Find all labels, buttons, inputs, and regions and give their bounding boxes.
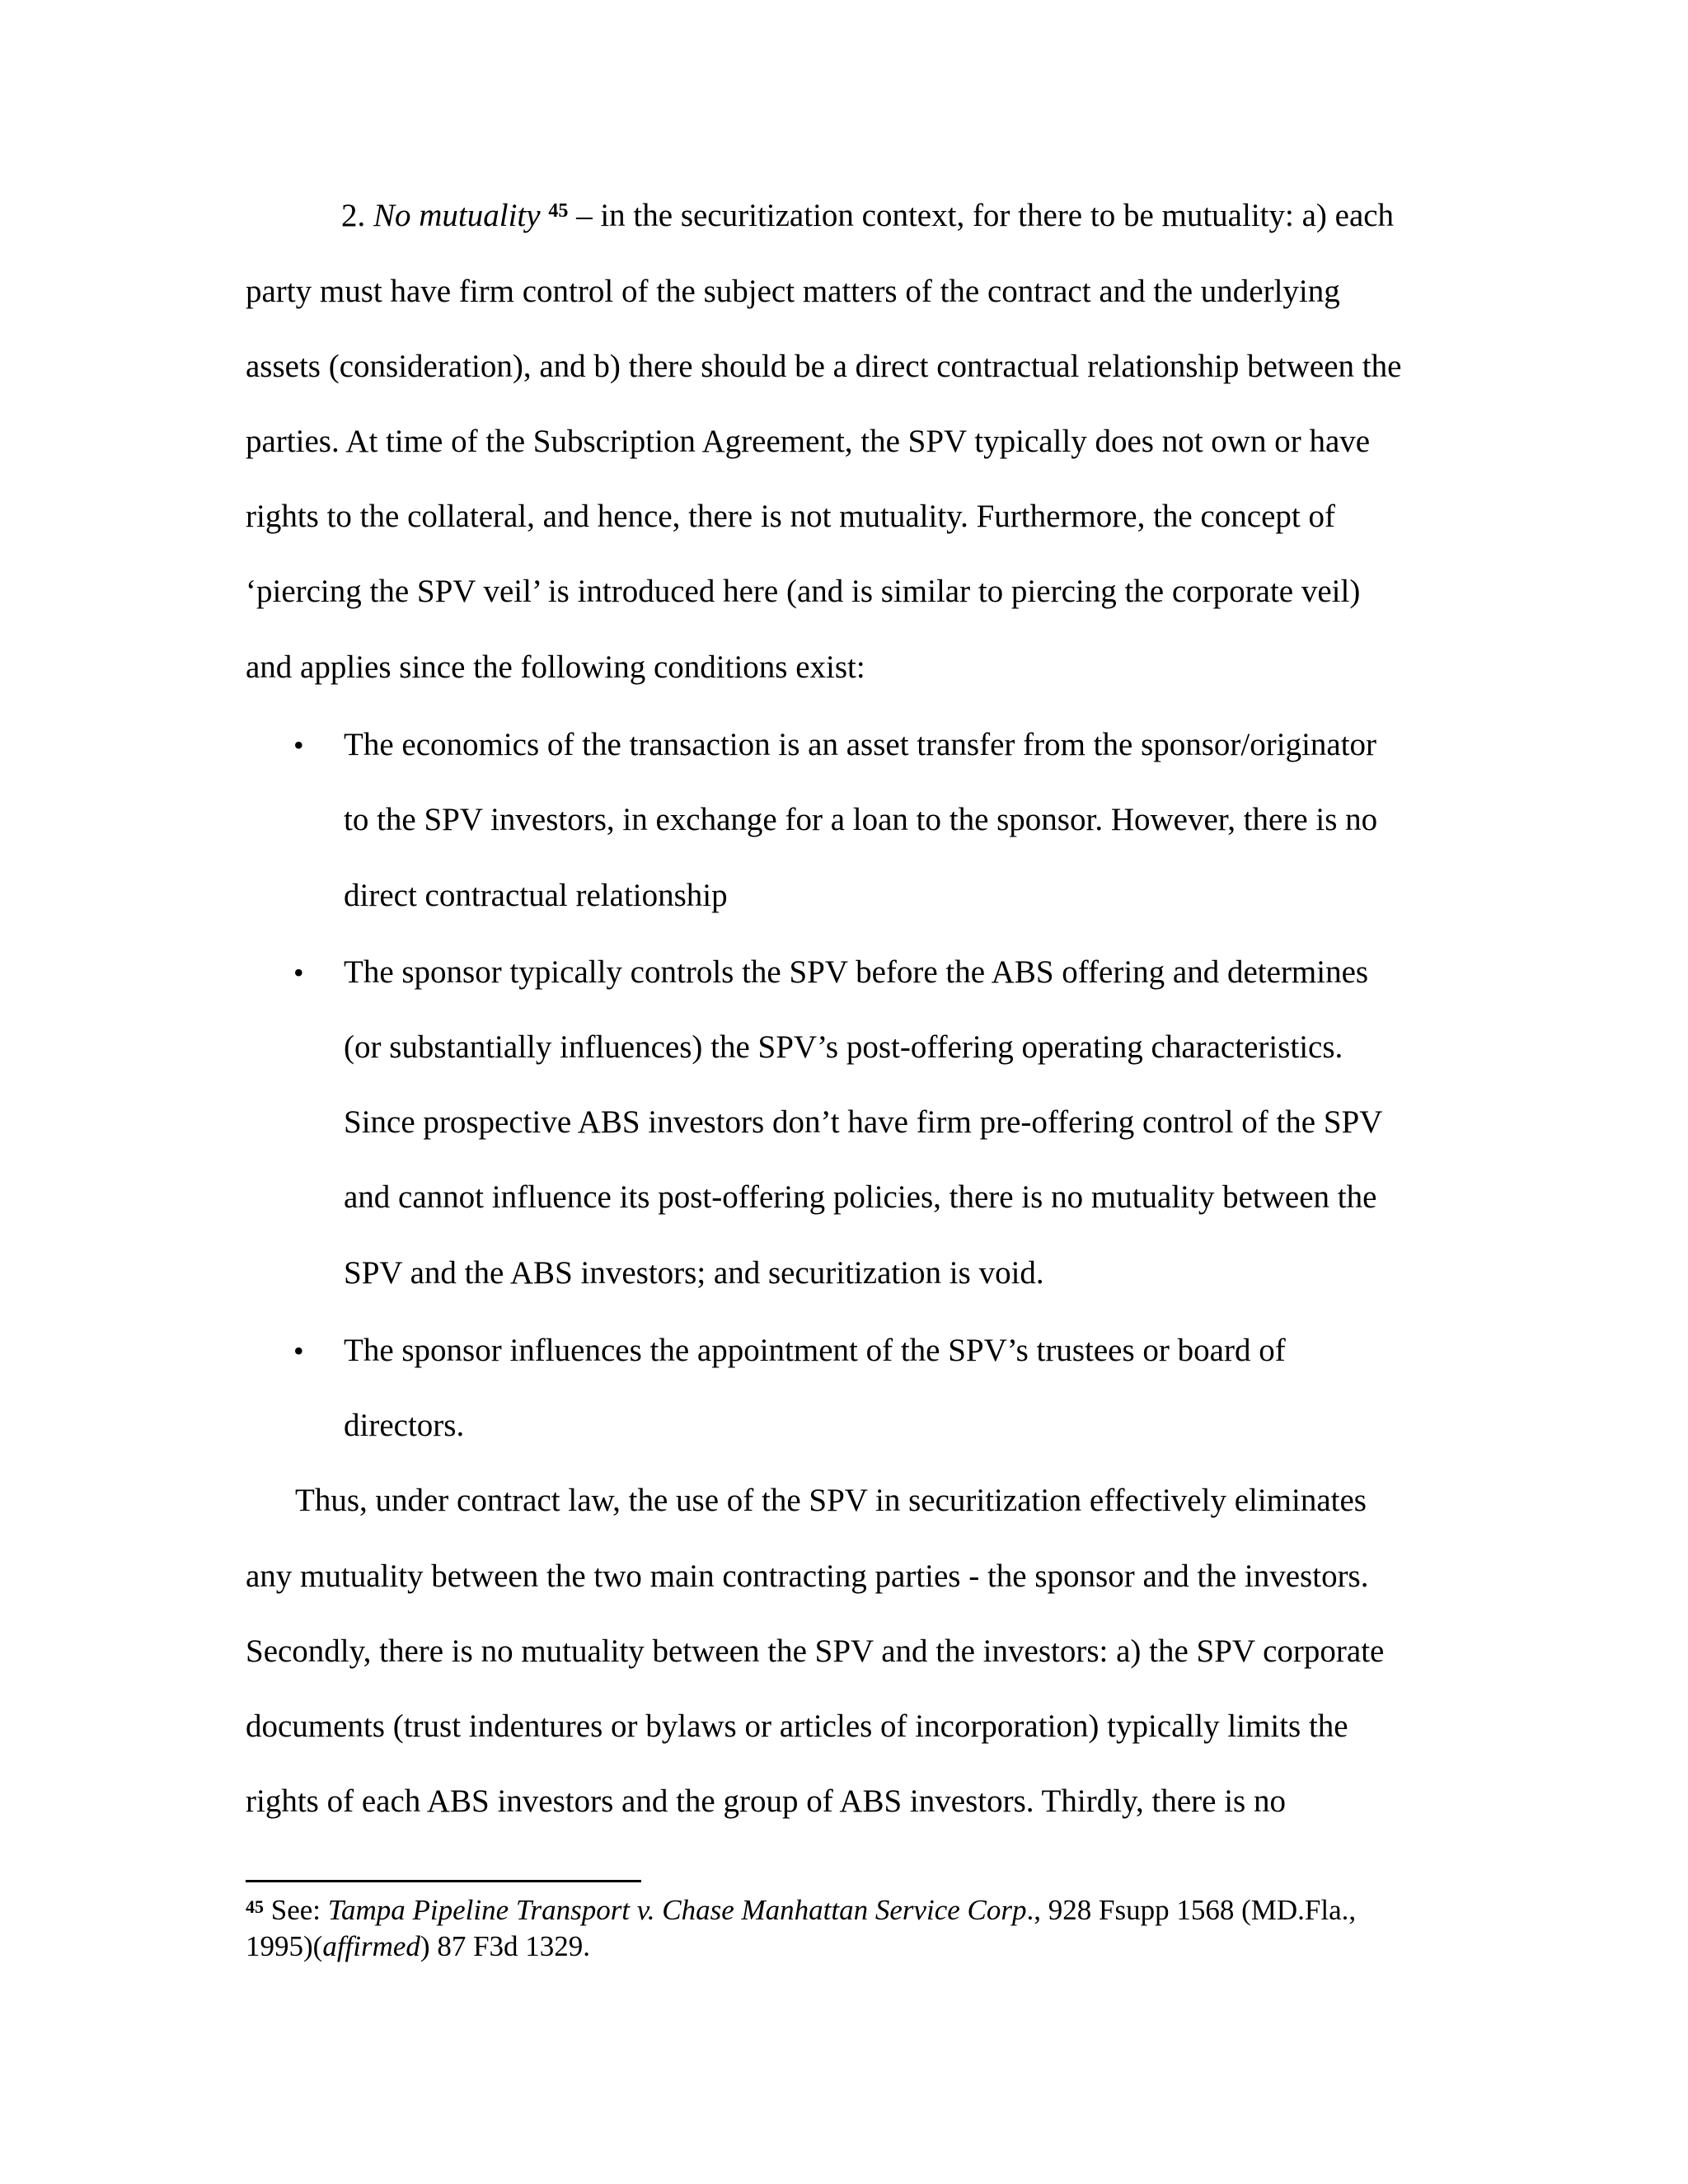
bullet-1-line-1: The economics of the transaction is an asset transfer from the sponsor/originator xyxy=(344,727,1377,762)
footnote-affirmed: affirmed xyxy=(322,1930,420,1962)
paragraph-2-line-1: Thus, under contract law, the use of the SPV in securitization effectively eliminates xyxy=(295,1483,1367,1518)
bullet-2-line-1: The sponsor typically controls the SPV before the ABS offering and determines xyxy=(344,954,1369,990)
term-no-mutuality: No mutuality xyxy=(373,198,541,233)
paragraph-2-line-2: any mutuality between the two main contracting parties - the sponsor and the investors. xyxy=(246,1558,1369,1594)
paragraph-2-line-5: rights of each ABS investors and the group of ABS investors. Thirdly, there is no xyxy=(246,1783,1286,1819)
paragraph-2-line-4: documents (trust indentures or bylaws or articles of incorporation) typically limits the xyxy=(246,1708,1348,1744)
paragraph-2-line-3: Secondly, there is no mutuality between the SPV and the investors: a) the SPV corporate xyxy=(246,1633,1385,1669)
paragraph-1-line-1 xyxy=(341,196,1394,236)
footnote-line-2 xyxy=(246,1929,590,1964)
bullet-1-line-3: direct contractual relationship xyxy=(344,878,728,913)
bullet-icon: • xyxy=(293,1334,304,1367)
footnote-line-1 xyxy=(246,1893,1356,1928)
bullet-2-line-5: SPV and the ABS investors; and securitization is void. xyxy=(344,1255,1044,1291)
footnote-year: 1995)( xyxy=(246,1930,323,1962)
paragraph-1-line-6: ‘piercing the SPV veil’ is introduced here (and is similar to piercing the corporate veil) xyxy=(246,574,1361,609)
footnote-number: 45 xyxy=(246,1896,264,1917)
paragraph-number: 2. xyxy=(341,198,366,233)
bullet-icon: • xyxy=(293,956,304,989)
bullet-2-line-3: Since prospective ABS investors don’t have firm pre-offering control of the SPV xyxy=(344,1104,1383,1140)
footnote-case-name: Tampa Pipeline Transport v. Chase Manhattan Service Corp xyxy=(327,1894,1027,1926)
paragraph-1-line-4: parties. At time of the Subscription Agreement, the SPV typically does not own or have xyxy=(246,424,1371,459)
bullet-2-line-4: and cannot influence its post-offering policies, there is no mutuality between the xyxy=(344,1179,1377,1215)
footnote-ref-45[interactable]: 45 xyxy=(548,200,569,222)
paragraph-1-line-1-text: – in the securitization context, for there to be mutuality: a) each xyxy=(568,198,1395,233)
paragraph-1-line-7: and applies since the following conditions exist: xyxy=(246,649,865,685)
bullet-2-line-2: (or substantially influences) the SPV’s post-offering operating characteristics. xyxy=(344,1029,1343,1065)
footnote-see: See: xyxy=(264,1894,328,1926)
paragraph-1-line-5: rights to the collateral, and hence, there is not mutuality. Furthermore, the concept of xyxy=(246,499,1335,534)
footnote-citation-2: ) 87 F3d 1329. xyxy=(420,1930,591,1962)
paragraph-1-line-3: assets (consideration), and b) there should be a direct contractual relationship between the xyxy=(246,349,1402,384)
footnote-citation-1: ., 928 Fsupp 1568 (MD.Fla., xyxy=(1026,1894,1357,1926)
bullet-icon: • xyxy=(293,729,304,762)
bullet-3-line-1: The sponsor influences the appointment of the SPV’s trustees or board of xyxy=(344,1333,1286,1368)
bullet-1-line-2: to the SPV investors, in exchange for a loan to the sponsor. However, there is no xyxy=(344,802,1378,837)
footnote-separator xyxy=(246,1880,641,1882)
bullet-3-line-2: directors. xyxy=(344,1408,465,1443)
paragraph-1-line-2: party must have firm control of the subject matters of the contract and the underlying xyxy=(246,274,1340,309)
